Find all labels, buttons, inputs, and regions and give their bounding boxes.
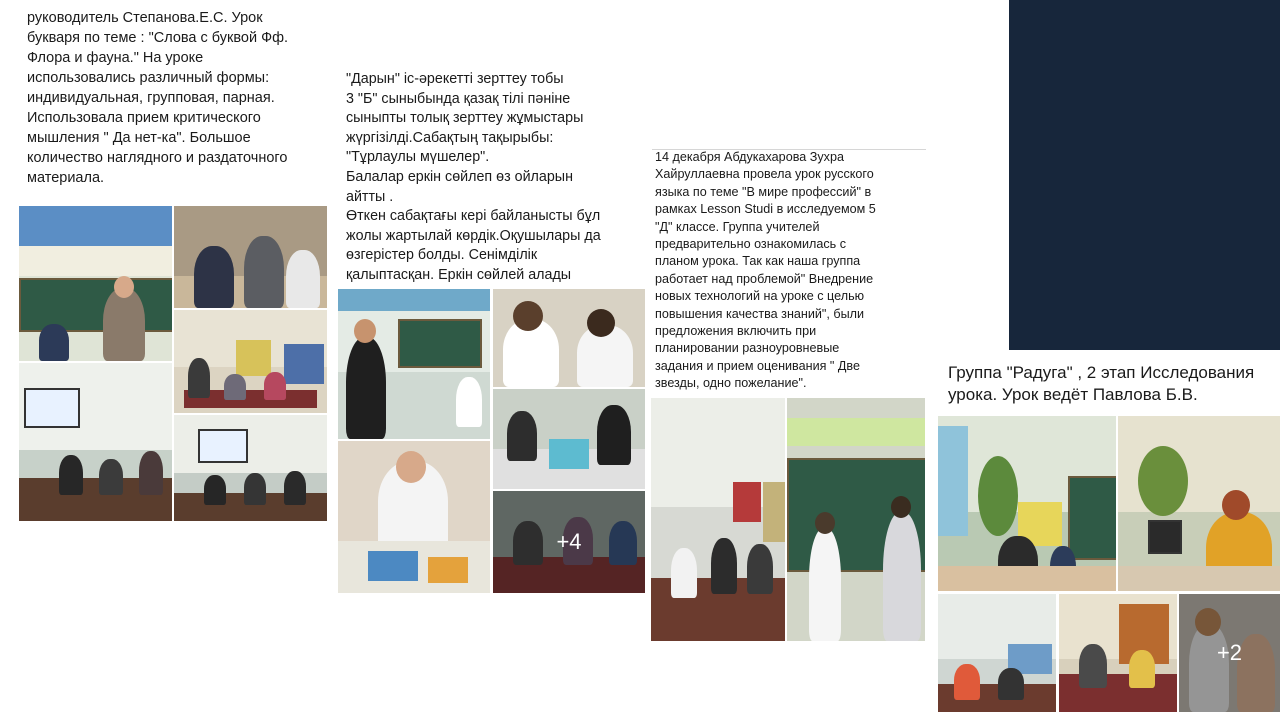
post-2-photo-3[interactable] xyxy=(493,289,645,387)
post-4-photo-4[interactable] xyxy=(1059,594,1177,712)
post-1-photo-5[interactable] xyxy=(174,415,327,521)
post-2-photo-2[interactable] xyxy=(338,441,490,593)
post-2-photo-4[interactable] xyxy=(493,389,645,489)
post-1-photo-3[interactable] xyxy=(174,310,327,413)
post-1-photo-1[interactable] xyxy=(19,206,172,361)
post-3-photo-1[interactable] xyxy=(651,398,785,641)
more-photos-count[interactable]: +2 xyxy=(1216,640,1243,665)
more-photos-count[interactable]: +4 xyxy=(556,529,582,554)
post-2-photo-1[interactable] xyxy=(338,289,490,439)
post-4-photo-3[interactable] xyxy=(938,594,1056,712)
post-3-photo-2[interactable] xyxy=(787,398,925,641)
dark-panel xyxy=(1009,0,1280,350)
post-4-photo-1[interactable] xyxy=(938,416,1116,591)
post-3-text: 14 декабря Абдукахарова Зухра Хайруллаевна провела урок русского языка по теме "В мире профессий" в рамках Lesson Studi в исследуемом 5 "Д" классе. Группа учителей предварительно ознакомилась с планом урока. Так как наша группа работает над проблемой" Внедрение новых технологий на уроке с целью повышения качества знаний", были предложения включить при планировании разноуровневые задания и прием оценивания " Две звезды, одно пожелание". xyxy=(655,150,876,391)
post-1-photo-4[interactable] xyxy=(19,363,172,521)
post-1-text: руководитель Степанова.Е.С. Урок букваря по теме : "Слова с буквой Фф. Флора и фауна." На уроке использовались различный формы: индивидуальная, групповая, парная. Использовала прием критического мышления " Да нет-ка". Большое количество наглядного и раздаточного материала. xyxy=(27,10,289,186)
post-4-photo-5[interactable] xyxy=(1179,594,1280,712)
post-4-text: Группа "Радуга" , 2 этап Исследования урока. Урок ведёт Павлова Б.В. xyxy=(948,363,1255,404)
post-2-text: "Дарын" іс-әрекетті зерттеу тобы 3 "Б" сыныбында қазақ тілі пәніне сыныпты толық зерттеу жұмыстары жүргізілді.Сабақтың тақырыбы: "Тұрлаулы мүшелер". Балалар еркін сөйлеп өз ойларын айтты . Өткен сабақтағы кері байланысты бұл жолы жартылай көрдік.Оқушылары да өзгерістер болды. Сенімділік қалыптасқан. Еркін сөйлей алады xyxy=(346,71,601,283)
post-1-photo-2[interactable] xyxy=(174,206,327,308)
post-4-photo-2[interactable] xyxy=(1118,416,1280,591)
post-2-photo-5[interactable] xyxy=(493,491,645,593)
